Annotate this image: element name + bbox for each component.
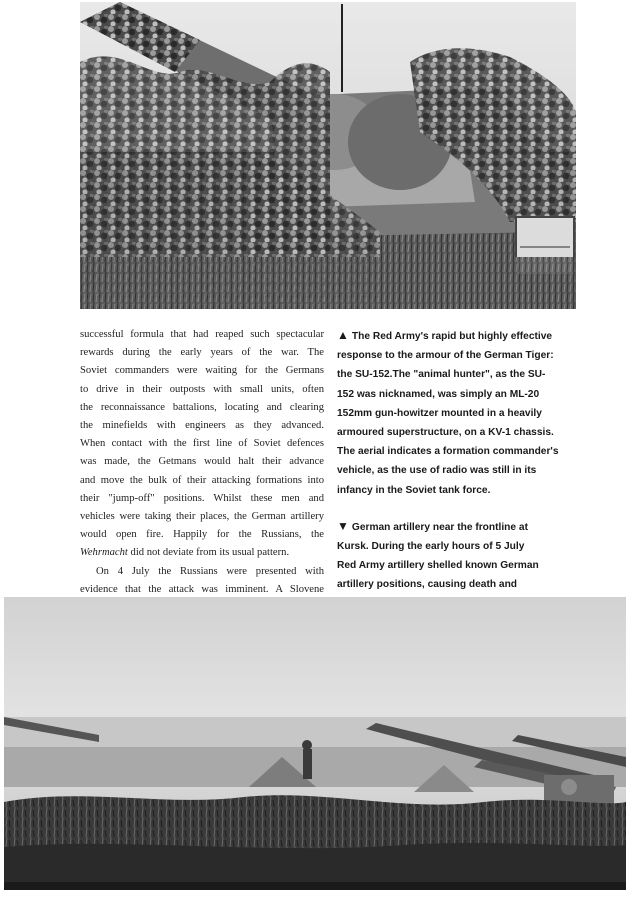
body-line: vehicles were taking their places, the German artillery [80,511,324,523]
caption-line: Kursk. During the early hours of 5 July [337,541,525,553]
caption-line: armoured superstructure, on a KV-1 chassis. [337,427,554,439]
body-line: and move the bulk of their attacking formations into [80,474,324,486]
body-line: When contact with the first line of Soviet defences [80,438,324,450]
caption-line: The aerial indicates a formation commander's [337,446,559,458]
body-text-column [80,326,324,617]
body-line: evidence that the attack was imminent. A Slovene [80,583,324,595]
caption-line: the SU-152.The "animal hunter", as the SU- [337,369,546,381]
triangle-up-icon: ▲ [337,328,349,342]
body-line: was made, the Getmans would halt their advance [80,456,324,468]
body-line: to drive in their outposts with small units, often [80,383,324,395]
caption-line: response to the armour of the German Tiger: [337,350,554,362]
body-line-wehrmacht [80,544,324,562]
body-line: the minefields with engineers as they advanced. [80,420,324,432]
body-paragraph-1 [80,326,324,563]
caption-line: The Red Army's rapid but highly effective [351,331,553,342]
body-line: rewards during the early years of the war. The [80,347,324,359]
body-line: successful formula that had reaped such spectacular [80,329,324,340]
photo-su152 [80,2,576,309]
caption-line: Red Army artillery shelled known German [337,560,539,572]
body-line: their "jump-off" positions. Whilst these men and [80,492,324,504]
caption-line: vehicle, as the use of radio was still in its [337,465,537,477]
body-line: would open fire. Happily for the Russians, the [80,529,324,541]
wehrmacht-line-rest: did not deviate from its usual pattern. [127,547,290,559]
caption-line: 152mm gun-howitzer mounted in a heavily [337,407,542,419]
caption-line: infancy in the Soviet tank force. [337,484,491,496]
wehrmacht-italic: Wehrmacht [80,547,128,559]
photo-german-artillery [4,597,626,890]
caption-top [337,326,573,500]
caption-line: artillery positions, causing death and [337,579,518,591]
body-line: Soviet commanders were waiting for the Germans [80,365,324,377]
body-line: the reconnaissance battalions, locating and clearing [80,401,324,413]
caption-line: 152 was nicknamed, was simply an ML-20 [337,388,540,400]
caption-column [337,326,573,633]
caption-line: German artillery near the frontline at [351,521,528,533]
body-line: On 4 July the Russians were presented with [96,565,324,577]
triangle-down-icon: ▼ [337,518,349,533]
